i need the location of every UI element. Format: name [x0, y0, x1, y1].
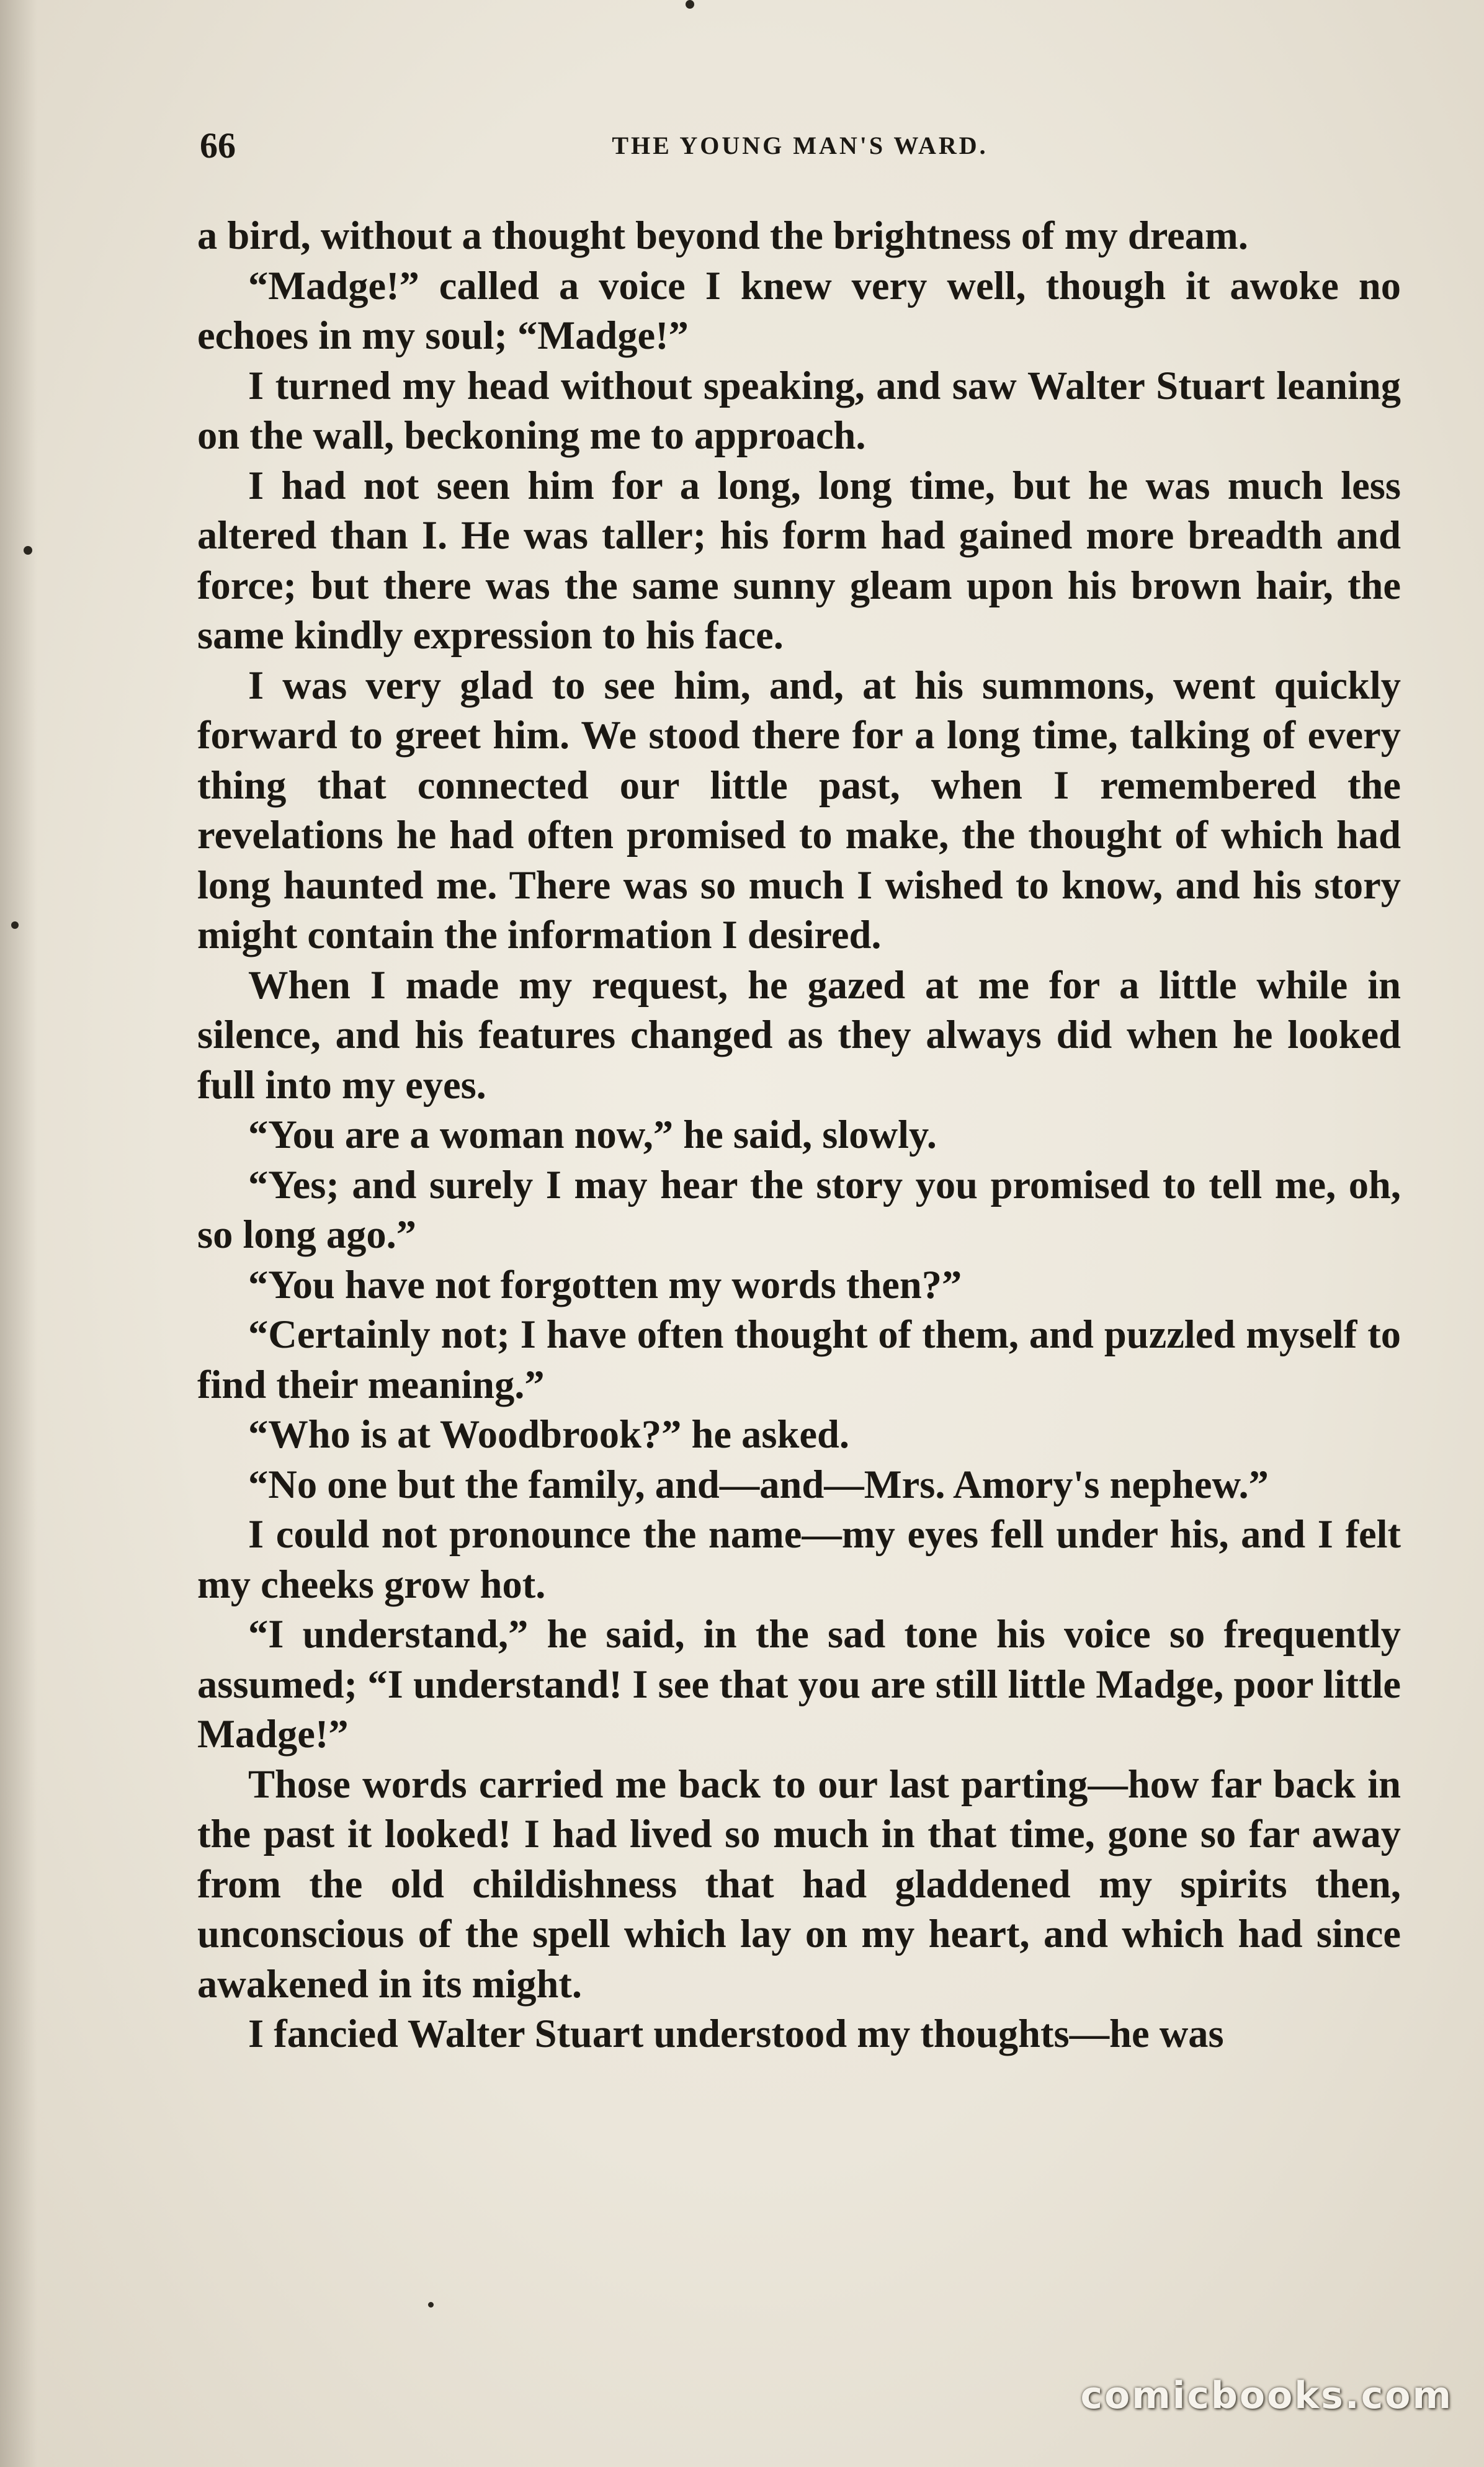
paragraph: “Certainly not; I have often thought of them, and puzzled myself to find their meaning.” [197, 1312, 1401, 1407]
paragraph: I fancied Walter Stuart understood my thoughts—he was [248, 2012, 1224, 2056]
spine-shadow [0, 0, 37, 2467]
paragraph: I had not seen him for a long, long time, but he was much less altered than I. He was taller; his form had gained more breadth and force; but there was the same sunny gleam upon his brown hair, the same kindly expression to his face. [197, 463, 1401, 657]
paragraph: “Madge!” called a voice I knew very well, though it awoke no echoes in my soul; “Madge!” [197, 263, 1401, 357]
watermark: comicbooks.com [1080, 2374, 1453, 2417]
page-header [200, 124, 1400, 168]
paragraph: “I understand,” he said, in the sad tone his voice so frequently assumed; “I understand! I see that you are still little Madge, poor little Madge!” [197, 1612, 1401, 1756]
running-head: THE YOUNG MAN'S WARD. [612, 132, 988, 159]
paragraph: “Yes; and surely I may hear the story you promised to tell me, oh, so long ago.” [197, 1162, 1401, 1256]
paragraph: “You are a woman now,” he said, slowly. [248, 1113, 937, 1157]
paragraph: When I made my request, he gazed at me for a little while in silence, and his features changed as they always did when he looked full into my eyes. [197, 962, 1401, 1107]
paragraph: Those words carried me back to our last parting—how far back in the past it looked! I had lived so much in that time, gone so far away from the old childishness that had gladdened my spirits then, unconscious of the spell which lay on my heart, and which had since awakened in its might. [197, 1762, 1401, 2006]
body-text [197, 211, 1401, 2059]
paragraph: I was very glad to see him, and, at his summons, went quickly forward to greet him. We stood there for a long time, talking of every thing that connected our little past, when I remembered the revelations he had often promised to make, the thought of which had long haunted me. There was so much I wished to know, and his story might contain the information I desired. [197, 663, 1401, 957]
print-speck [11, 921, 19, 929]
print-speck [686, 0, 694, 9]
print-speck [24, 546, 32, 555]
paragraph: I turned my head without speaking, and saw Walter Stuart leaning on the wall, beckoning me to approach. [197, 363, 1401, 457]
paragraph: “No one but the family, and—and—Mrs. Amory's nephew.” [248, 1462, 1269, 1507]
paragraph: “Who is at Woodbrook?” he asked. [248, 1412, 849, 1456]
print-speck [428, 2302, 434, 2308]
paragraph: I could not pronounce the name—my eyes fell under his, and I felt my cheeks grow hot. [197, 1512, 1401, 1606]
paragraph: a bird, without a thought beyond the brightness of my dream. [197, 213, 1248, 257]
page-number: 66 [200, 125, 236, 166]
paragraph: “You have not forgotten my words then?” [248, 1262, 962, 1307]
